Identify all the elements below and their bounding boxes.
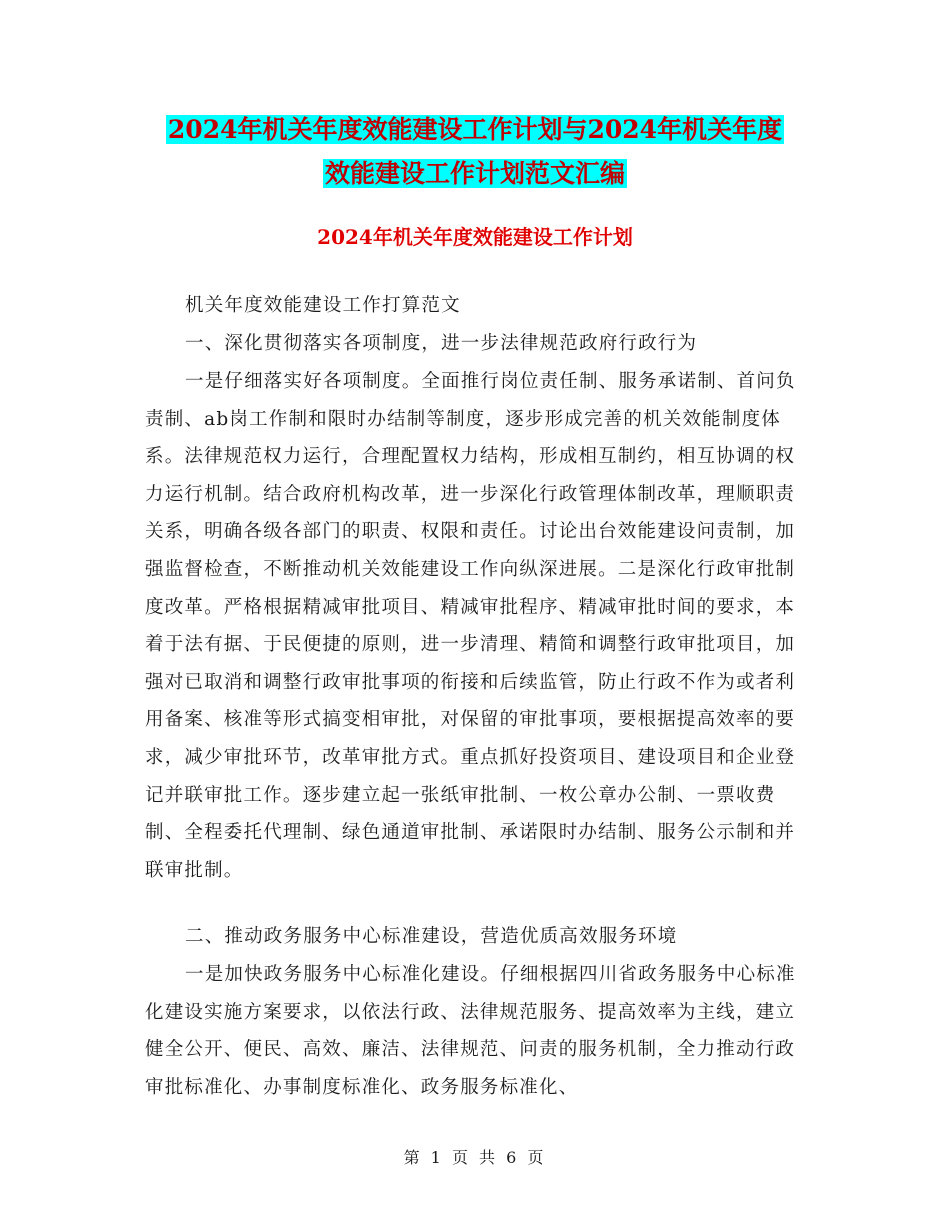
- title-highlight: 2024年机关年度效能建设工作计划与2024年机关年度: [167, 115, 783, 144]
- heading-two: 二、推动政务服务中心标准建设，营造优质高效服务环境: [185, 926, 678, 947]
- paragraph-two: 一是加快政务服务中心标准化建设。仔细根据四川省政务服务中心标准化建设实施方案要求，以依法行政、法律规范服务、提高效率为主线，建立健全公开、便民、高效、廉洁、法律规范、问责的服务机制，全力推动行政审批标准化、办事制度标准化、政务服务标准化、: [145, 964, 796, 1098]
- page-number-footer: 第 1 页 共 6 页: [403, 1148, 547, 1167]
- heading-one: 一、深化贯彻落实各项制度，进一步法律规范政府行政行为: [185, 333, 698, 354]
- title-highlight: 效能建设工作计划范文汇编: [324, 159, 625, 188]
- intro-line: 机关年度效能建设工作打算范文: [185, 295, 461, 316]
- paragraph-one: 一是仔细落实好各项制度。全面推行岗位责任制、服务承诺制、首问负责制、ab岗工作制和限时办结制等制度，逐步形成完善的机关效能制度体系。法律规范权力运行，合理配置权力结构，形成相互制约，相互协调的权力运行机制。结合政府机构改革，进一步深化行政管理体制改革，理顺职责关系，明确各级各部门的职责、权限和责任。讨论出台效能建设问责制，加强监督检查，不断推动机关效能建设工作向纵深进展。二是深化行政审批制度改革。严格根据精减审批项目、精减审批程序、精减审批时间的要求，本着于法有据、于民便捷的原则，进一步清理、精简和调整行政审批项目，加强对已取消和调整行政审批事项的衔接和后续监管，防止行政不作为或者利用备案、核准等形式搞变相审批，对保留的审批事项，要根据提高效率的要求，减少审批环节，改革审批方式。重点抓好投资项目、建设项目和企业登记并联审批工作。逐步建立起一张纸审批制、一枚公章办公制、一票收费制、全程委托代理制、绿色通道审批制、承诺限时办结制、服务公示制和并联审批制。: [145, 371, 796, 881]
- document-title-line-1: [0, 108, 950, 152]
- document-title-line-2: [0, 152, 950, 196]
- section-title: 2024年机关年度效能建设工作计划: [317, 225, 633, 249]
